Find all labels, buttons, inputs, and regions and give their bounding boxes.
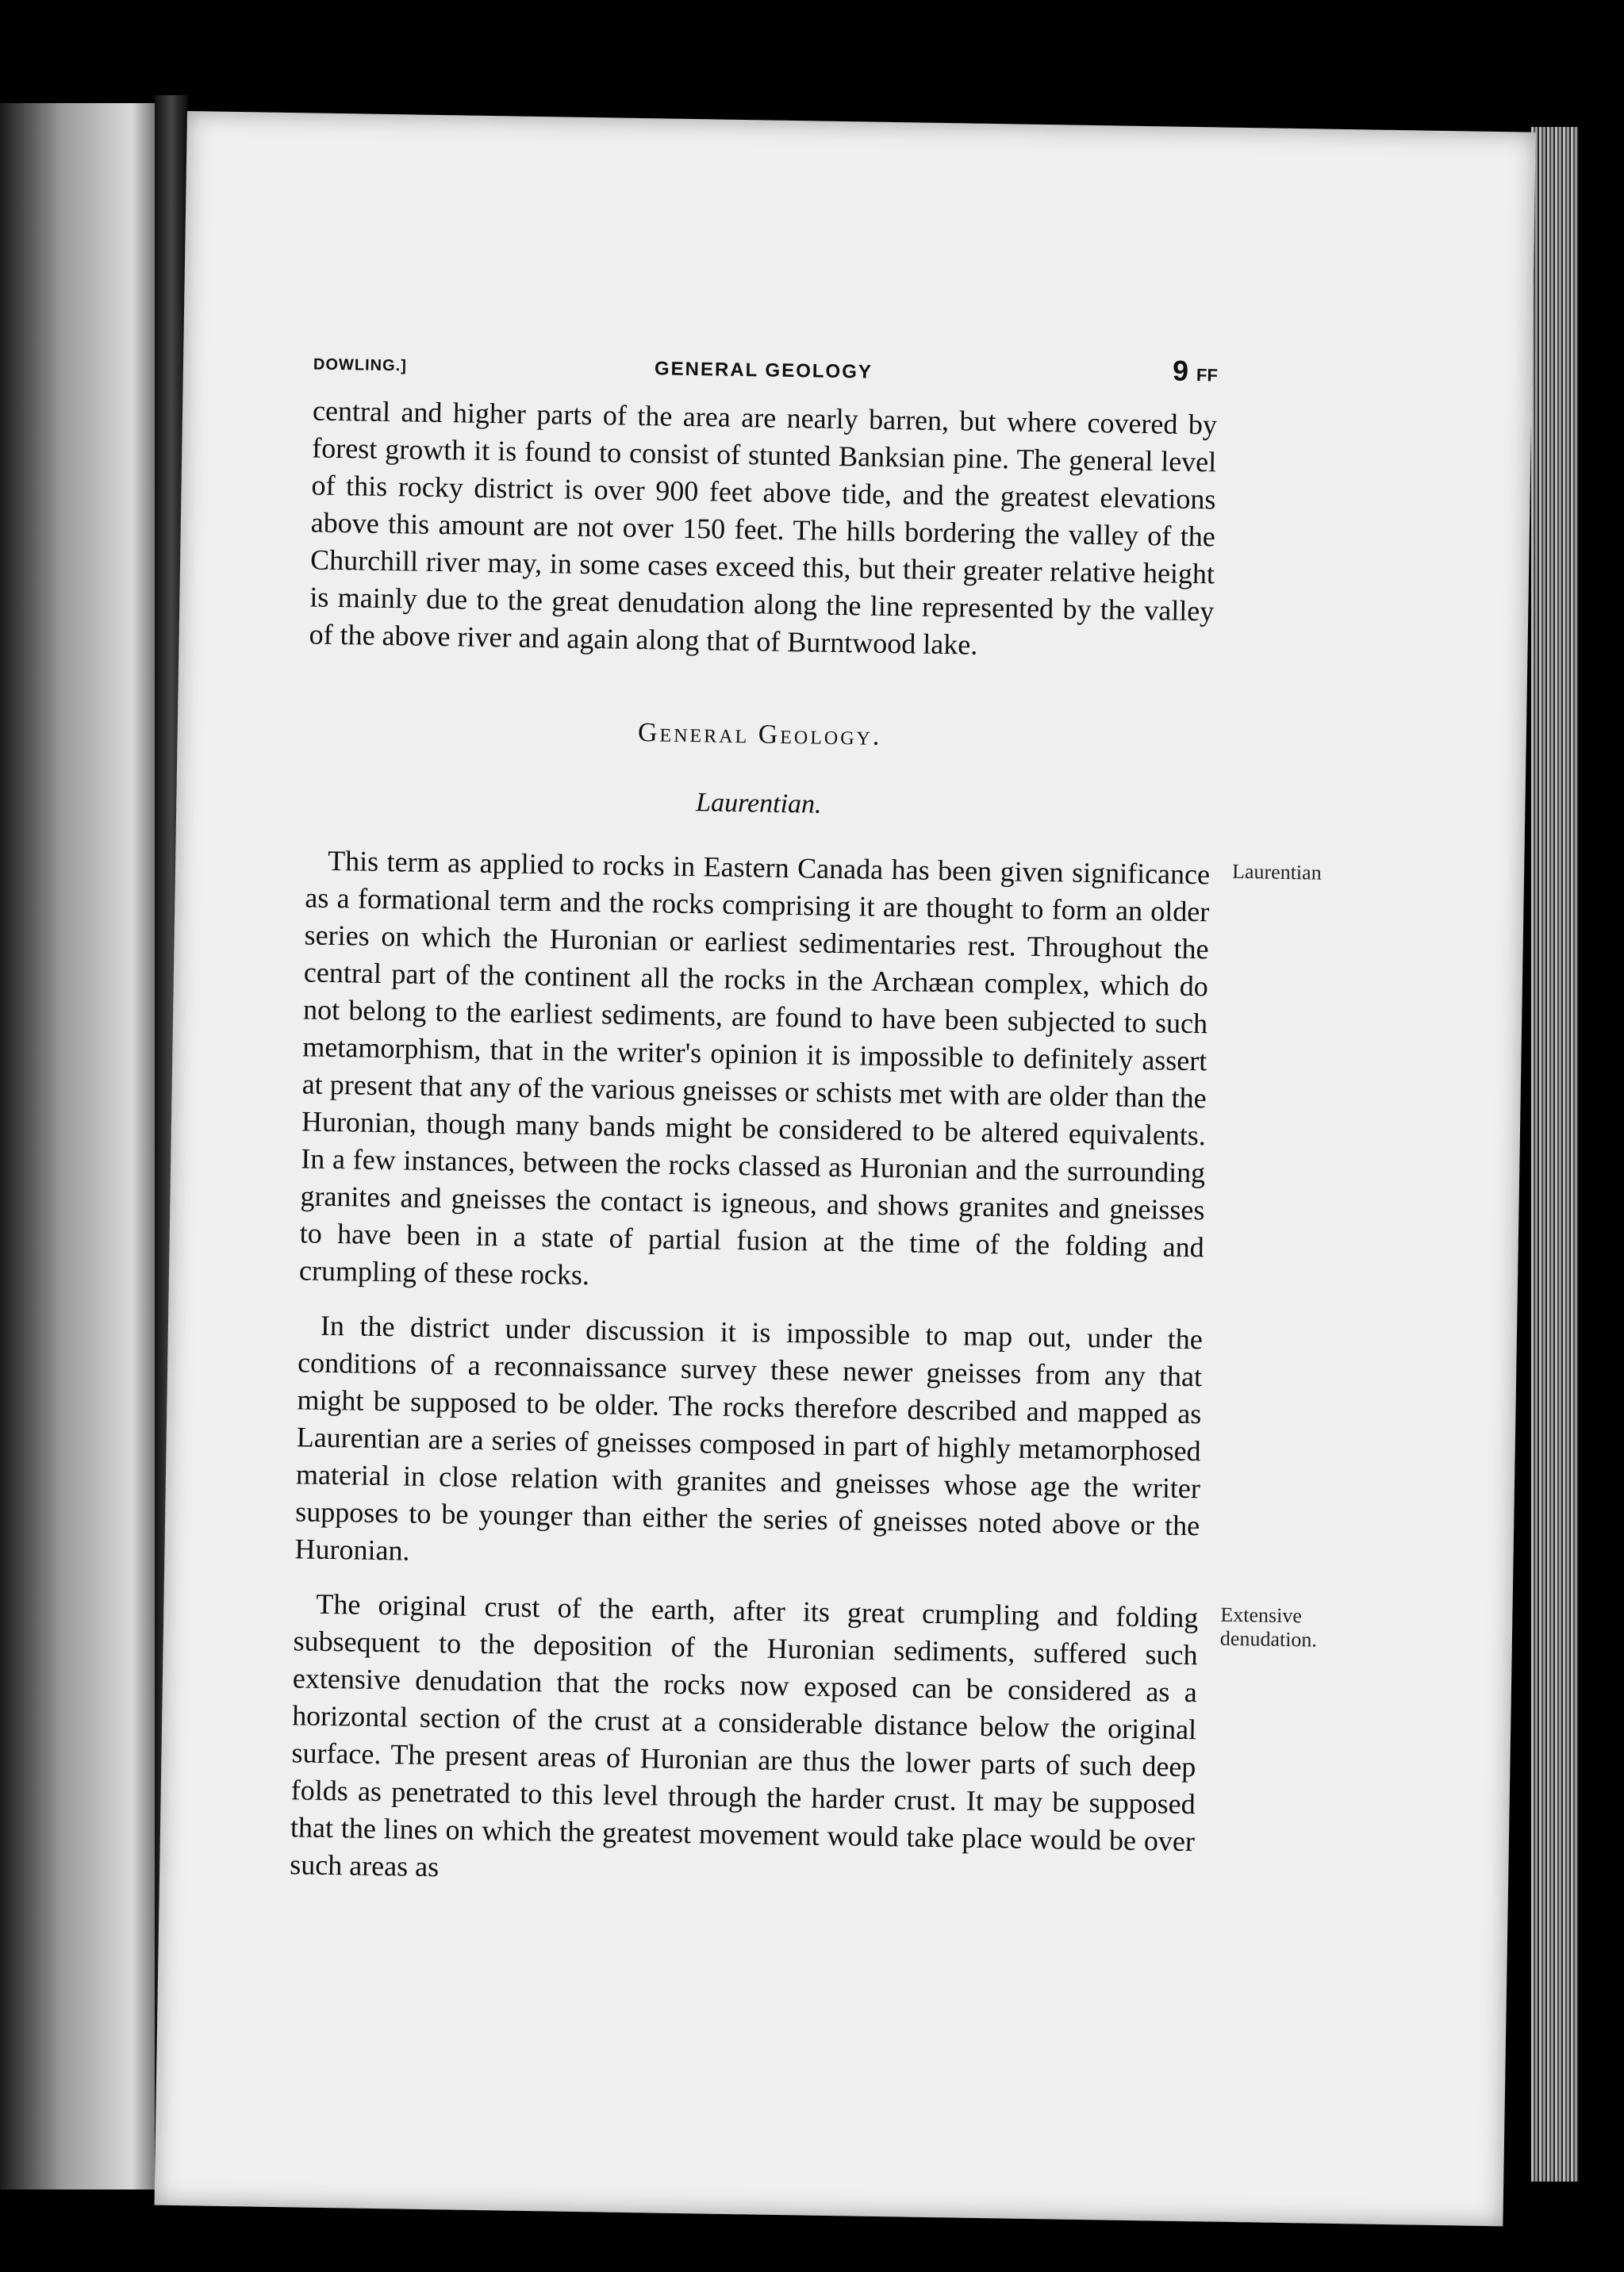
page-edges [1531, 127, 1579, 2182]
header-title: GENERAL GEOLOGY [654, 358, 873, 383]
page-suffix: FF [1196, 365, 1219, 386]
paragraph-laurentian: This term as applied to rocks in Eastern Canada has been given significance as a formational term and the rocks comprising it are thought to form an older series on which the Huronian or earliest sedimentaries rest. Throughout the central part of the continent all the rocks in the Archæan complex, which do not belong to the earliest sediments, are found to have been subjected to such metamorphism, that in the writer's opinion it is impossible to definitely assert at present that any of the various gneisses or schists met with are older than the Huronian, though many bands might be considered to be altered equivalents. In a few instances, between the rocks classed as Huronian and the surrounding granites and gneisses the contact is igneous, and shows granites and gneisses to have been in a state of partial fusion at the time of the folding and crumpling of these rocks. [298, 844, 1211, 1291]
paragraph-block-denudation [289, 1585, 1318, 1898]
page-number [1173, 352, 1219, 394]
subsection-title: Laurentian. [695, 788, 822, 819]
page-number-value: 9 [1172, 354, 1189, 387]
left-page-edge [0, 103, 155, 2189]
running-header [313, 336, 1219, 397]
sidenote-laurentian: Laurentian [1231, 859, 1322, 885]
document-page [155, 111, 1536, 2226]
section-title: General Geology. [637, 718, 882, 751]
sidenote-extensive-denudation: Extensive denudation. [1219, 1602, 1318, 1652]
paragraph-intro: central and higher parts of the area are nearly barren, but where covered by forest growth it is found to consist of stunted Banksian pine. The general level of this rocky district is over 900 feet above tide, and the greatest elevations above this amount are not over 150 feet. The hills bordering the valley of the Churchill river may, in some cases exceed this, but their greater relative height is mainly due to the great denudation along the line represented by the valley of the above river and again along that of Burntwood lake. [309, 394, 1218, 661]
paragraph-block-laurentian [298, 842, 1322, 1303]
paragraph-district: In the district under discussion it is impossible to map out, under the conditions of a reconnaissance survey these newer gneisses from any that might be supposed to be older. The rocks therefore described and mapped as Laurentian are a series of gneisses composed in part of highly metamorphosed material in close relation with granites and gneisses whose age the writer supposes to be younger than either the series of gneisses noted above or the Huronian. [294, 1309, 1204, 1567]
text-column [289, 336, 1322, 1916]
paragraph-denudation: The original crust of the earth, after its great crumpling and folding subsequent to the deposition of the Huronian sediments, suffered such extensive denudation that the rocks now exposed can be considered as a horizontal section of the crust at a considerable distance below the original surface. The present areas of Huronian are thus the lower parts of such deep folds as penetrated to this level through the harder crust. It may be supposed that the lines on which the greatest movement would take place would be over such areas as [289, 1587, 1199, 1883]
header-author: DOWLING.] [313, 355, 408, 375]
